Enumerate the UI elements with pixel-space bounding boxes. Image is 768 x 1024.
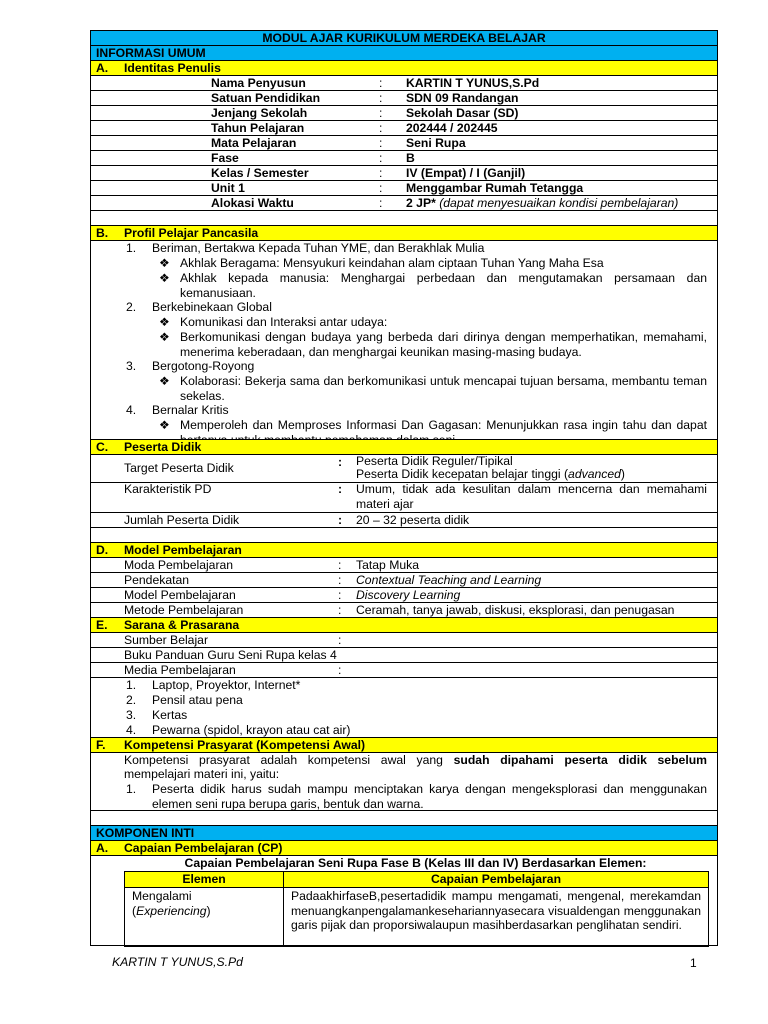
identitas-value — [406, 196, 678, 211]
model-heading-row — [91, 543, 717, 558]
bullet-item: Memperoleh dan Memproses Informasi Dan Gagasan: Menunjukkan rasa ingin tahu dan dapat — [180, 418, 707, 432]
list-item: Peserta didik harus sudah mampu menciptakan karya dengan mengeksplorasi dan menggunakan elemen seni rupa berupa garis, bentuk dan warna. — [152, 782, 707, 811]
media-list — [91, 678, 717, 738]
profil-body — [91, 241, 717, 440]
identitas-row — [91, 106, 717, 121]
jumlah-label: Jumlah Peserta Didik — [124, 513, 240, 527]
buku-text: Buku Panduan Guru Seni Rupa kelas 4 — [124, 648, 337, 662]
divider — [283, 888, 284, 946]
bullet-icon: ❖ — [159, 418, 170, 432]
list-number: 2. — [126, 693, 137, 707]
identitas-row — [91, 136, 717, 151]
model-value: Ceramah, tanya jawab, diskusi, eksplorasi, dan penugasan — [356, 603, 675, 617]
cp-table-header — [125, 872, 708, 888]
document-title: MODUL AJAR KURIKULUM MERDEKA BELAJAR — [262, 31, 546, 45]
identitas-value: Menggambar Rumah Tetangga — [406, 181, 584, 195]
target-row — [91, 455, 717, 483]
alokasi-note: (dapat menyesuaikan kondisi pembelajaran) — [439, 196, 679, 210]
elemen-english-text: Experiencing — [136, 904, 207, 918]
section-letter-f: F. — [96, 738, 106, 752]
identitas-label: Unit 1 — [211, 181, 245, 195]
kompetensi-heading-row — [91, 738, 717, 753]
colon: : — [338, 513, 343, 527]
identitas-value: Sekolah Dasar (SD) — [406, 106, 519, 120]
identitas-label: Alokasi Waktu — [211, 196, 294, 210]
profil-heading-row — [91, 226, 717, 241]
colon: : — [379, 181, 383, 195]
elemen-name: Mengalami — [132, 889, 192, 903]
section-title-sarana: Sarana & Prasarana — [124, 618, 240, 632]
section-letter-d: D. — [96, 543, 109, 557]
jumlah-row — [91, 513, 717, 528]
colon: : — [338, 573, 342, 587]
identitas-value: SDN 09 Randangan — [406, 91, 519, 105]
identitas-row — [91, 91, 717, 106]
sumber-label: Sumber Belajar — [124, 633, 208, 647]
list-number: 3. — [126, 708, 137, 722]
colon: : — [338, 558, 342, 572]
colon: : — [338, 663, 342, 677]
model-row — [91, 558, 717, 573]
section-title-peserta: Peserta Didik — [124, 440, 202, 454]
cp-heading-row — [91, 841, 717, 856]
model-row — [91, 603, 717, 618]
section-letter-c: C. — [96, 440, 109, 454]
table-row — [125, 888, 708, 946]
colon: : — [338, 482, 343, 496]
model-label: Moda Pembelajaran — [124, 558, 234, 572]
colon: : — [379, 76, 383, 90]
bullet-icon: ❖ — [159, 271, 170, 285]
identitas-label: Tahun Pelajaran — [211, 121, 305, 135]
colon: : — [379, 121, 383, 135]
identitas-label: Fase — [211, 151, 239, 165]
section-letter-b: B. — [96, 226, 109, 240]
bullet-icon: ❖ — [159, 374, 170, 388]
section-heading-informasi-umum: INFORMASI UMUM — [96, 46, 206, 60]
col-header-elemen: Elemen — [182, 872, 226, 886]
model-value: Discovery Learning — [356, 588, 461, 602]
colon: : — [338, 588, 342, 602]
identitas-value: Seni Rupa — [406, 136, 466, 150]
target-value-1: Peserta Didik Reguler/Tipikal — [356, 454, 513, 468]
identitas-row — [91, 121, 717, 136]
cp-subtitle: Capaian Pembelajaran Seni Rupa Fase B (Kelas III dan IV) Berdasarkan Elemen: — [184, 856, 647, 870]
informasi-umum-row — [91, 46, 717, 61]
page-number: 1 — [690, 956, 697, 970]
identitas-value: KARTIN T YUNUS,S.Pd — [406, 76, 540, 90]
model-label: Pendekatan — [124, 573, 190, 587]
identitas-label: Jenjang Sekolah — [211, 106, 308, 120]
list-number: 3. — [126, 359, 137, 373]
list-number: 4. — [126, 723, 137, 737]
footer-author: KARTIN T YUNUS,S.Pd — [112, 955, 243, 969]
cp-body — [91, 856, 717, 945]
identitas-label: Nama Penyusun — [211, 76, 306, 90]
bullet-icon: ❖ — [159, 330, 170, 344]
media-label: Media Pembelajaran — [124, 663, 236, 677]
identitas-value: B — [406, 151, 415, 165]
identitas-row — [91, 151, 717, 166]
kompetensi-intro — [124, 753, 707, 768]
list-item: Pewarna (spidol, krayon atau cat air) — [152, 723, 351, 737]
kompetensi-intro-c: mempelajari materi ini, yaitu: — [124, 767, 280, 781]
colon: : — [379, 136, 383, 150]
identitas-row — [91, 166, 717, 181]
alokasi-value: 2 JP* — [406, 196, 436, 210]
bullet-item: Komunikasi dan Interaksi antar udaya: — [180, 315, 388, 329]
document-table — [90, 30, 718, 946]
elemen-english: (Experiencing) — [132, 904, 211, 918]
list-number: 1. — [126, 782, 137, 796]
section-title-model: Model Pembelajaran — [124, 543, 242, 557]
list-number: 1. — [126, 241, 137, 255]
list-item: Bergotong-Royong — [152, 359, 255, 373]
colon: : — [338, 633, 342, 647]
target-value-2c: ) — [620, 467, 625, 481]
list-item: Laptop, Proyektor, Internet* — [152, 678, 301, 692]
kompetensi-body — [91, 753, 717, 811]
model-label: Metode Pembelajaran — [124, 603, 244, 617]
colon: : — [338, 455, 343, 469]
spacer-row — [91, 811, 717, 826]
karakteristik-row — [91, 483, 717, 513]
identitas-label: Mata Pelajaran — [211, 136, 297, 150]
capaian-text: PadaakhirfaseB,pesertadidik mampu mengamati, mengenal, merekamdan menuangkanpengalamankesehariannyasecara visualdengan menggunakan garis pijak dan proporsiwalaupun masihberdasarkan penglihatan sendiri. — [291, 889, 701, 933]
bullet-item: Berkomunikasi dengan budaya yang berbeda dari dirinya dengan memperhatikan, memahami, menerima keberadaan, dan menghargai keunikan masing-masing budaya. — [180, 330, 707, 359]
identitas-value: 202444 / 202445 — [406, 121, 498, 135]
peserta-heading-row — [91, 440, 717, 455]
kompetensi-intro-a: Kompetensi prasyarat adalah kompetensi awal yang — [124, 753, 454, 767]
section-title-identitas: Identitas Penulis — [124, 61, 221, 75]
colon: : — [379, 91, 383, 105]
model-row — [91, 573, 717, 588]
identitas-label: Satuan Pendidikan — [211, 91, 321, 105]
col-header-capaian: Capaian Pembelajaran — [430, 872, 562, 886]
sumber-row — [91, 633, 717, 648]
karakteristik-value: Umum, tidak ada kesulitan dalam mencerna dan memahami materi ajar — [356, 482, 707, 511]
section-heading-komponen-inti: KOMPONEN INTI — [96, 826, 195, 840]
identitas-label: Kelas / Semester — [211, 166, 309, 180]
jumlah-value: 20 – 32 peserta didik — [356, 513, 470, 527]
list-number: 4. — [126, 403, 137, 417]
colon: : — [379, 196, 383, 210]
sarana-heading-row — [91, 618, 717, 633]
colon: : — [379, 106, 383, 120]
list-number: 1. — [126, 678, 137, 692]
target-value-2 — [356, 467, 625, 482]
list-item: Kertas — [152, 708, 188, 722]
identitas-row — [91, 181, 717, 196]
section-title-profil: Profil Pelajar Pancasila — [124, 226, 259, 240]
spacer-row — [91, 211, 717, 226]
colon: : — [379, 151, 383, 165]
identitas-row — [91, 76, 717, 91]
identitas-value: IV (Empat) / I (Ganjil) — [406, 166, 526, 180]
model-row — [91, 588, 717, 603]
media-row — [91, 663, 717, 678]
bullet-icon: ❖ — [159, 315, 170, 329]
bullet-item: Kolaborasi: Bekerja sama dan berkomunikasi untuk mencapai tujuan bersama, membantu teman sekelas. — [180, 374, 707, 403]
bullet-item: Akhlak kepada manusia: Menghargai perbedaan dan mengutamakan persamaan dan kemanusiaan. — [180, 271, 707, 300]
model-value: Contextual Teaching and Learning — [356, 573, 542, 587]
karakteristik-label: Karakteristik PD — [124, 482, 212, 496]
model-value: Tatap Muka — [356, 558, 420, 572]
list-number: 2. — [126, 300, 137, 314]
kompetensi-intro-b: sudah dipahami peserta didik sebelum — [453, 753, 707, 767]
spacer-row — [91, 528, 717, 543]
section-letter-e: E. — [96, 618, 108, 632]
section-letter-a: A. — [96, 61, 109, 75]
section-letter-a2: A. — [96, 841, 109, 855]
colon: : — [379, 166, 383, 180]
bullet-item: Akhlak Beragama: Mensyukuri keindahan alam ciptaan Tuhan Yang Maha Esa — [180, 256, 604, 270]
target-value-2a: Peserta Didik kecepatan belajar tinggi ( — [356, 467, 569, 481]
list-item: Pensil atau pena — [152, 693, 243, 707]
section-title-cp: Capaian Pembelajaran (CP) — [124, 841, 283, 855]
colon: : — [338, 603, 342, 617]
title-row — [91, 31, 717, 46]
cp-table — [124, 871, 709, 947]
komponen-inti-row — [91, 826, 717, 841]
target-label: Target Peserta Didik — [124, 461, 234, 475]
list-item: Beriman, Bertakwa Kepada Tuhan YME, dan Berakhlak Mulia — [152, 241, 485, 255]
bullet-icon: ❖ — [159, 256, 170, 270]
list-item: Bernalar Kritis — [152, 403, 229, 417]
identitas-heading-row — [91, 61, 717, 76]
identitas-row — [91, 196, 717, 211]
list-item: Berkebinekaan Global — [152, 300, 272, 314]
model-label: Model Pembelajaran — [124, 588, 236, 602]
target-value-2b: advanced — [568, 467, 621, 481]
buku-row — [91, 648, 717, 663]
section-title-kompetensi: Kompetensi Prasyarat (Kompetensi Awal) — [124, 738, 366, 752]
